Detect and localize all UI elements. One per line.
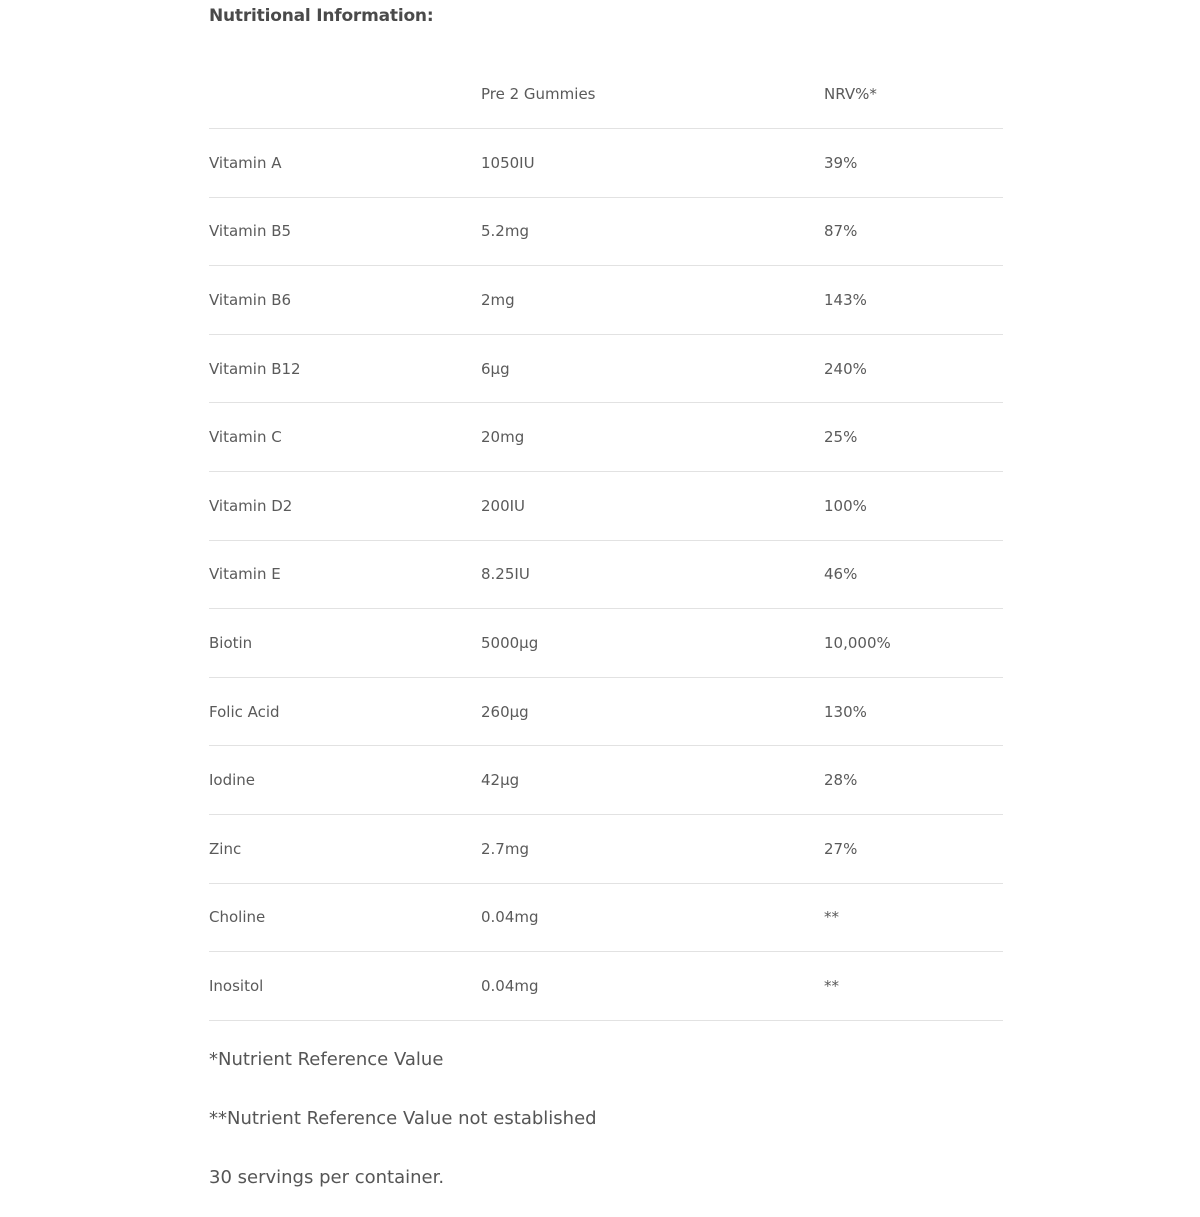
- nutrient-amount: 42µg: [481, 746, 824, 815]
- nutrient-nrv: 130%: [824, 677, 1003, 746]
- nutrient-amount: 260µg: [481, 677, 824, 746]
- nutrient-nrv: 143%: [824, 266, 1003, 335]
- nutrient-name: Vitamin C: [209, 403, 481, 472]
- nutrient-nrv: 28%: [824, 746, 1003, 815]
- nutrient-amount: 200IU: [481, 471, 824, 540]
- table-row: [209, 197, 1003, 266]
- section-title: Nutritional Information:: [209, 6, 434, 26]
- nutrient-name: Vitamin A: [209, 129, 481, 198]
- table-row: [209, 129, 1003, 198]
- nutrient-name: Choline: [209, 883, 481, 952]
- header-nutrient: [209, 60, 481, 129]
- nutrient-nrv: **: [824, 883, 1003, 952]
- nutrient-amount: 5.2mg: [481, 197, 824, 266]
- nutrient-amount: 8.25IU: [481, 540, 824, 609]
- nutrient-nrv: 10,000%: [824, 609, 1003, 678]
- table-row: [209, 952, 1003, 1021]
- table-body: [209, 129, 1003, 1021]
- table-row: [209, 266, 1003, 335]
- table-row: [209, 540, 1003, 609]
- nutrient-amount: 6µg: [481, 334, 824, 403]
- nutrient-nrv: **: [824, 952, 1003, 1021]
- footnote: *Nutrient Reference Value: [209, 1049, 444, 1070]
- nutrition-table: [209, 60, 1003, 1021]
- nutrient-amount: 2mg: [481, 266, 824, 335]
- table-row: [209, 334, 1003, 403]
- nutrient-name: Vitamin B5: [209, 197, 481, 266]
- footnote: **Nutrient Reference Value not established: [209, 1108, 597, 1129]
- nutrient-name: Biotin: [209, 609, 481, 678]
- nutrient-nrv: 100%: [824, 471, 1003, 540]
- nutrient-nrv: 25%: [824, 403, 1003, 472]
- nutrient-amount: 0.04mg: [481, 952, 824, 1021]
- nutrient-amount: 2.7mg: [481, 814, 824, 883]
- nutrient-amount: 1050IU: [481, 129, 824, 198]
- table-row: [209, 814, 1003, 883]
- table-row: [209, 403, 1003, 472]
- table-header-row: [209, 60, 1003, 129]
- nutrient-name: Vitamin B6: [209, 266, 481, 335]
- nutrient-name: Zinc: [209, 814, 481, 883]
- nutrient-name: Inositol: [209, 952, 481, 1021]
- nutrient-name: Iodine: [209, 746, 481, 815]
- nutrient-amount: 0.04mg: [481, 883, 824, 952]
- nutrient-nrv: 87%: [824, 197, 1003, 266]
- nutrient-amount: 5000µg: [481, 609, 824, 678]
- table-row: [209, 609, 1003, 678]
- table-row: [209, 677, 1003, 746]
- nutrient-name: Vitamin D2: [209, 471, 481, 540]
- nutrient-name: Folic Acid: [209, 677, 481, 746]
- header-nrv: NRV%*: [824, 60, 1003, 129]
- footnote: 30 servings per container.: [209, 1167, 445, 1188]
- nutrient-amount: 20mg: [481, 403, 824, 472]
- nutrient-name: Vitamin B12: [209, 334, 481, 403]
- nutrient-nrv: 46%: [824, 540, 1003, 609]
- table-row: [209, 746, 1003, 815]
- nutrient-nrv: 39%: [824, 129, 1003, 198]
- table-row: [209, 471, 1003, 540]
- nutrient-name: Vitamin E: [209, 540, 481, 609]
- table-row: [209, 883, 1003, 952]
- nutrient-nrv: 27%: [824, 814, 1003, 883]
- nutrient-nrv: 240%: [824, 334, 1003, 403]
- header-amount: Pre 2 Gummies: [481, 60, 824, 129]
- footnotes: [209, 1040, 1003, 1217]
